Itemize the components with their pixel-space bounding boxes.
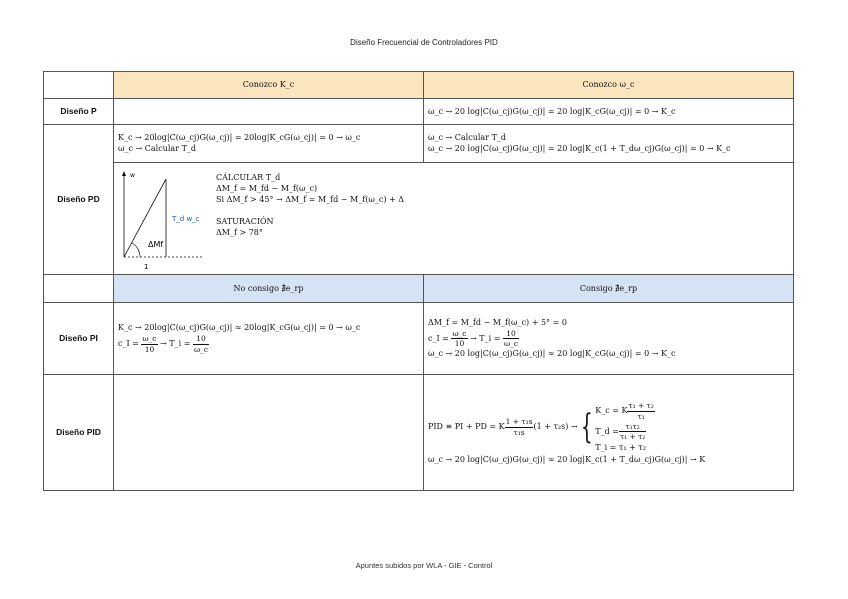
diagram-top-label: w [130,171,135,179]
pid-eq-end: (1 + τ₂s) → [533,422,578,431]
pd-sat-line1: ΔM_f > 78° [216,227,263,237]
pd-wc-line1: ω_c → Calcular T_d [428,133,507,142]
pd-wc-line2: ω_c → 20 log|C(ω_cj)G(ω_cj)| = 20 log|K_c(1 + T_dω_cj)G(ω_cj)| = 0 → K_c [428,144,731,153]
row-label-pid: Diseño PID [44,375,114,491]
row-label-pd: Diseño PD [44,125,114,275]
header-no-erp: No consigo ∄e_rp [114,275,424,303]
ti-label: → T_i = [160,339,191,348]
phase-margin-diagram [118,167,210,271]
header-known-kc: Conozco K_c [114,72,424,99]
diagram-bottom-label: 1 [144,262,149,271]
brace-icon: { [580,407,593,447]
pd-kc-cell [114,125,424,163]
pid-erp-cell [424,375,794,491]
page-title: Diseño Frecuencial de Controladores PID [350,38,498,47]
pid-system [578,400,655,454]
corner-cell [44,72,114,99]
pi-erp-line3: ω_c → 20 log|C(ω_cj)G(ω_cj)| ≈ 20 log|K_cG(ω_cj)| = 0 → K_c [428,349,676,359]
diagram-angle-label: ΔMf [148,239,164,249]
p-kc-cell [114,99,424,125]
ci-label: c_I = [118,339,139,348]
pd-calc-line1: ΔM_f = M_fd − M_f(ω_c) [216,183,318,193]
pi-no-erp-cell [114,303,424,375]
wc-over-10-fraction-2: $\frac{\omega\_c}{10}$ [452,328,467,348]
pd-sat-title: SATURACIÓN [216,216,274,226]
pd-calc-cell [114,163,794,275]
header-known-wc: Conozco ω_c [424,72,794,99]
pi-no-erp-line1: K_c → 20log|C(ω_cj)G(ω_cj)| ≈ 20log|K_cG(ω_cj)| = 0 → ω_c [118,323,361,333]
pi-no-erp-line2 [118,334,419,354]
pd-calc-title: CÁLCULAR T_d [216,172,281,182]
pi-erp-line2 [428,329,789,349]
diagram-y-arrow [122,171,126,176]
p-wc-cell: ω_c → 20 log|C(ω_cj)G(ω_cj)| = 20 log|K_cG(ω_cj)| = 0 → K_c [424,99,794,125]
pid-eq-start: PID ≡ PI + PD = K [428,422,505,431]
ten-over-wc-fraction: $\frac{10}{\omega\_c}$ [194,334,209,354]
ti-label-2: → T_i = [470,333,501,343]
pid-sys-td: T_d = $\frac{\text{τ₁τ₂}}{\text{τ₁ + τ₂}}$ [595,422,646,442]
header-erp: Consigo ∄e_rp [424,275,794,303]
pd-kc-line1: K_c → 20log|C(ω_cj)G(ω_cj)| = 20log|K_cG(ω_cj)| = 0 → ω_c [118,133,361,142]
pid-fraction: $\frac{\text{1 + τ₁s}}{\text{τ₁s}}$ [505,417,533,437]
pid-last-line: ω_c → 20 log|C(ω_cj)G(ω_cj)| ≈ 20 log|K_c(1 + T_dω_cj)G(ω_cj)| → K [428,454,706,464]
pid-eq-line [428,400,789,454]
pd-kc-line2: ω_c → Calcular T_d [118,144,197,153]
pd-wc-cell [424,125,794,163]
pid-no-erp-cell [114,375,424,491]
pid-design-table [43,71,794,491]
row-label-pi: Diseño PI [44,303,114,375]
corner-cell-2 [44,275,114,303]
diagram-mid-label: T_d w_c [172,214,200,223]
pi-erp-cell [424,303,794,375]
pd-calc-line2: Si ΔM_f > 45° → ΔM_f = M_fd − M_f(ω_c) + Δ [216,194,405,204]
wc-over-10-fraction: $\frac{\omega\_c}{10}$ [142,334,157,354]
pid-sys-ti: T_i = τ₁ + τ₂ [595,442,646,452]
pi-erp-line1: ΔM_f = M_fd − M_f(ω_c) + 5° = 0 [428,317,567,327]
ci-label-2: c_I = [428,333,449,343]
footer-text: Apuntes subidos por WLA - GIE - Control [355,561,493,570]
row-label-p: Diseño P [44,99,114,125]
diagram-angle-arc [132,243,140,257]
pid-sys-kc: K_c = K $\frac{\text{τ₁ + τ₂}}{\text{τ₁}}$ [595,401,654,421]
ten-over-wc-fraction-2: $\frac{10}{\omega\_c}$ [504,328,519,348]
